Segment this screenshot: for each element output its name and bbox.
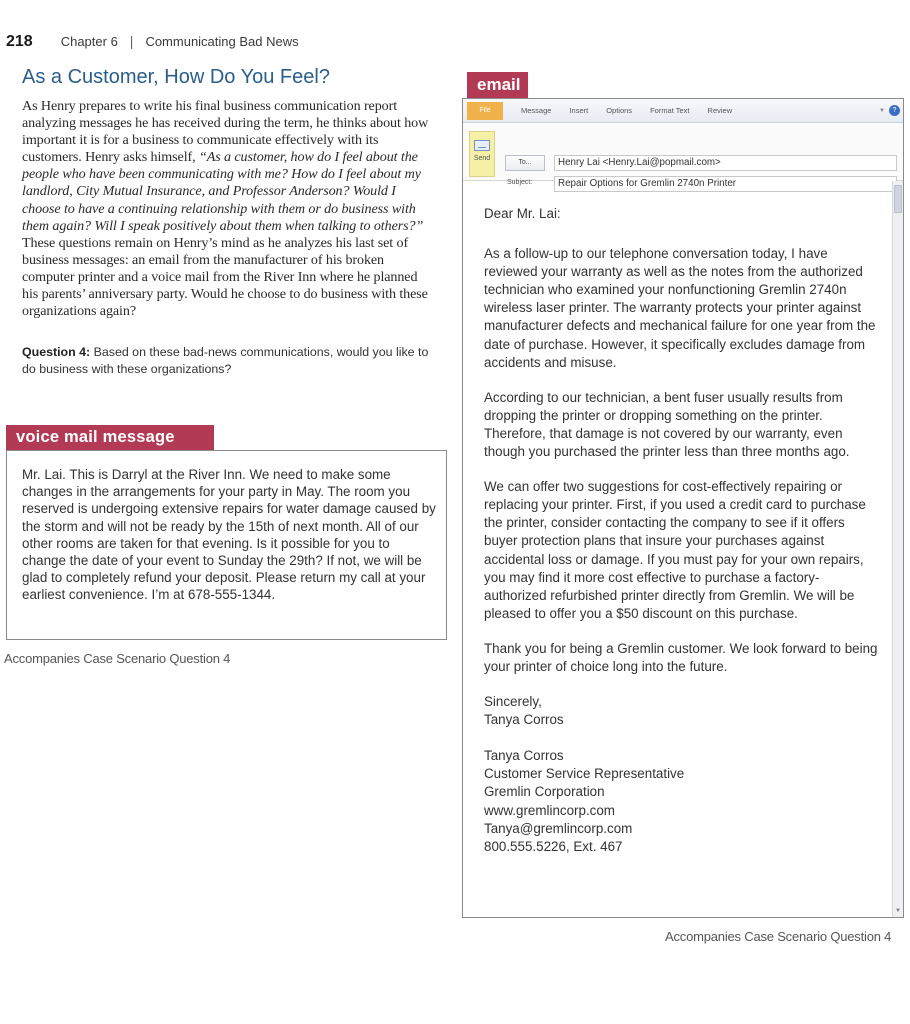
email-greeting: Dear Mr. Lai:	[484, 206, 561, 221]
voicemail-label: voice mail message	[6, 425, 214, 450]
help-icon[interactable]: ?	[889, 105, 900, 116]
email-paragraph-1: As a follow-up to our telephone conversation today, I have reviewed your warranty as well as the notes from the authorized technician who examined your nonfunctioning Gremlin 2740n wireless laser printer. The warranty protects your printer against manufacturer defects and mechanical failure for one year from the date of purchase. However, it specifically excludes damage from accidents and misuse.	[484, 246, 876, 370]
email-window	[462, 98, 904, 918]
tab-message[interactable]: Message	[521, 106, 552, 115]
scroll-down-icon[interactable]: ▼	[895, 908, 901, 914]
tab-review[interactable]: Review	[707, 106, 733, 115]
question-text: Based on these bad-news communications, would you like to do business with these organizations?	[22, 345, 429, 376]
file-tab[interactable]: File	[467, 102, 503, 120]
closing-name: Tanya Corros	[484, 712, 564, 728]
signature-company: Gremlin Corporation	[484, 784, 605, 800]
voicemail-caption: Accompanies Case Scenario Question 4	[4, 651, 231, 666]
question-label: Question 4:	[22, 345, 91, 359]
to-button[interactable]: To...	[505, 155, 545, 171]
section-title: As a Customer, How Do You Feel?	[22, 66, 330, 88]
to-field[interactable]: Henry Lai <Henry.Lai@popmail.com>	[554, 155, 897, 171]
email-ribbon	[463, 99, 903, 123]
signature-title: Customer Service Representative	[484, 766, 685, 782]
closing-word: Sincerely,	[484, 694, 542, 710]
intro-paragraph	[22, 98, 436, 320]
scroll-thumb[interactable]	[894, 185, 902, 213]
page-number: 218	[6, 33, 33, 50]
send-button[interactable]	[469, 131, 495, 177]
intro-text-italic: “As a customer, how do I feel about the people who have been communicating with me? How do I feel about my landlord, City Mutual Insurance, and Professor Anderson? Would I choose to have a continuing relationship with them or do business with them again? Will I speak positively about them when talking to others?”	[22, 149, 424, 234]
ribbon-collapse-icon[interactable]: ▼	[879, 107, 885, 114]
intro-text-start: As Henry prepares to write his final business communication report analyzing messages he has received during the term, he thinks about how important it is for a business to communicate effectively with its customers. Henry asks himself,	[22, 98, 429, 166]
signature-phone: 800.555.5226, Ext. 467	[484, 838, 623, 854]
signature-name: Tanya Corros	[484, 748, 564, 764]
email-signature	[484, 747, 879, 856]
signature-email: Tanya@gremlincorp.com	[484, 820, 633, 836]
page-header	[6, 33, 299, 51]
tab-insert[interactable]: Insert	[569, 106, 589, 115]
chapter-label: Chapter 6	[60, 34, 118, 49]
voicemail-box	[6, 450, 447, 640]
question-4	[22, 344, 436, 378]
subject-field[interactable]: Repair Options for Gremlin 2740n Printer	[554, 176, 897, 192]
chapter-title: Communicating Bad News	[145, 34, 299, 49]
voicemail-text: Mr. Lai. This is Darryl at the River Inn. We need to make some changes in the arrangements for your party in May. The room you reserved is undergoing extensive repairs for water damage caused by the storm and will not be ready by the 15th of next month. All of our other rooms are taken for that evening. Is it possible for you to change the date of your event to Sunday the 29th? If not, we will be glad to completely refund your deposit. Please return my call at your earliest convenience. I’m at 678-555-1344.	[22, 467, 436, 603]
email-label: email	[467, 72, 528, 98]
email-body[interactable]	[484, 205, 879, 873]
header-separator: |	[129, 33, 134, 49]
email-paragraph-3: We can offer two suggestions for cost-effectively repairing or replacing your printer. First, if you used a credit card to purchase the printer, consider contacting the company to see if it offers buyer protection plans that insure your purchases against accidental loss or damage. If you must pay for your own repairs, you may find it more cost effective to purchase a factory-authorized refurbished printer directly from Gremlin. We will be pleased to offer you a $50 discount on this purchase.	[484, 479, 866, 621]
tab-options[interactable]: Options	[606, 106, 633, 115]
tab-format-text[interactable]: Format Text	[650, 106, 690, 115]
email-caption: Accompanies Case Scenario Question 4	[665, 929, 892, 944]
subject-label: Subject:	[507, 179, 533, 186]
email-scrollbar[interactable]	[892, 181, 903, 917]
ribbon-controls	[879, 105, 900, 116]
signature-website: www.gremlincorp.com	[484, 802, 615, 818]
email-header-fields	[463, 123, 903, 189]
send-envelope-icon	[474, 140, 490, 151]
email-paragraph-2: According to our technician, a bent fuser usually results from dropping the printer or dropping something on the printer. Therefore, that damage is not covered by our warranty, even though you purchased the printer less than three months ago.	[484, 389, 850, 460]
email-paragraph-4: Thank you for being a Gremlin customer. We look forward to being your printer of choice long into the future.	[484, 640, 878, 674]
email-closing	[484, 693, 879, 729]
intro-text-end: These questions remain on Henry’s mind as he analyzes his last set of business messages: an email from the manufacturer of his broken computer printer and a voice mail from the River Inn where he planned his parents’ anniversary party. Would he choose to do business with these organizations again?	[22, 234, 428, 320]
send-label: Send	[473, 155, 491, 162]
